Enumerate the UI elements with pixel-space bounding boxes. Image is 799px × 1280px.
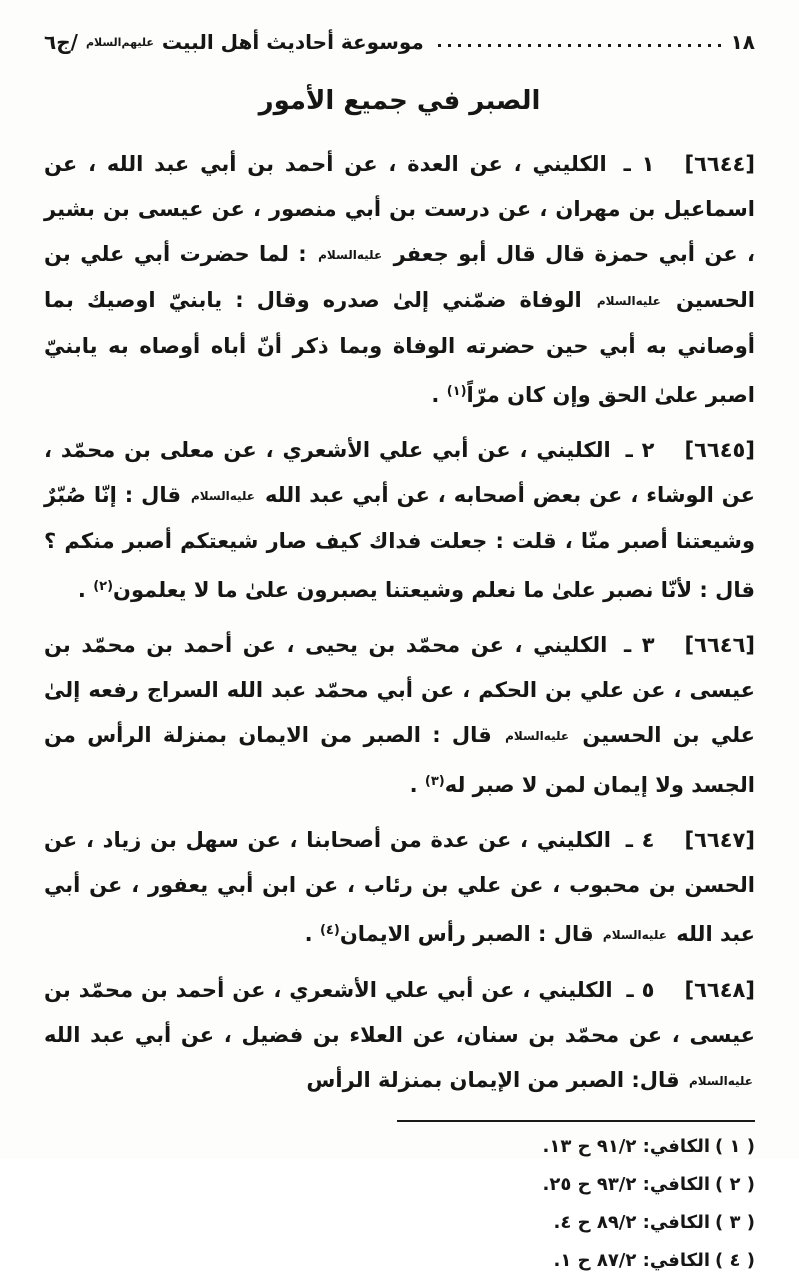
honorific-symbol: عليه‌السلام xyxy=(505,729,570,743)
footnote-text: الكافي: ٩٣/٢ ح ٢٥. xyxy=(542,1174,710,1195)
hadith-id-bracket: [٦٦٤٧] xyxy=(684,828,755,852)
dotted-leader xyxy=(434,44,721,47)
hadith-paragraph: [٦٦٤٤]١ ـ الكليني ، عن العدة ، عن أحمد بن أبي عبد الله ، عن اسماعيل بن مهران ، عن درست بن أبي منصور ، عن عيسى بن بشير ، عن أبي حمزة قال قال أبو جعفر عليه‌السلام : لما حضرت أبي علي بن الحسين عليه‌السلام الوفاة ضمّني إلىٰ صدره وقال : يابنيّ اوصيك بما أوصاني به أبي حين حضرته الوفاة وبما ذكر أنّ أباه أوصاه به يابنيّ اصبر علىٰ الحق وإن كان مرّاً$^{(١)}$ . xyxy=(44,152,756,407)
footnote-separator xyxy=(397,1120,755,1122)
footnotes-block xyxy=(44,1128,755,1280)
footnote-number: ( ٤ ) xyxy=(715,1250,755,1271)
footnote-marker: (٤) xyxy=(319,923,340,938)
honorific-symbol: عليه‌السلام xyxy=(596,294,661,308)
honorific-symbol: عليه‌السلام xyxy=(602,928,667,942)
honorific-symbol: عليه‌السلام xyxy=(190,489,255,503)
running-title xyxy=(44,30,424,54)
footnote-marker: (١) xyxy=(446,384,467,399)
hadith-paragraph: [٦٦٤٥]٢ ـ الكليني ، عن أبي علي الأشعري ، عن معلى بن محمّد ، عن الوشاء ، عن بعض أصحابه ، عن أبي عبد الله عليه‌السلام قال : إنّا صُبّرٌ وشيعتنا أصبر منّا ، قلت : جعلت فداك كيف صار شيعتكم أصبر منكم ؟ قال : لأنّا نصبر علىٰ ما نعلم وشيعتنا يصبرون علىٰ ما لا يعلمون$^{(٢)}$ . xyxy=(44,438,755,602)
footnote-marker: (٢) xyxy=(93,579,114,594)
hadith-number: ١ ـ xyxy=(623,152,655,176)
hadith-number: ٢ ـ xyxy=(625,438,655,462)
page-number: ١٨ xyxy=(730,30,755,54)
hadith-paragraph: [٦٦٤٦]٣ ـ الكليني ، عن محمّد بن يحيى ، عن أحمد بن محمّد بن عيسى ، عن علي بن الحكم ، عن أبي محمّد عبد الله السراج رفعه إلىٰ علي بن الحسين عليه‌السلام قال : الصبر من الايمان بمنزلة الرأس من الجسد ولا إيمان لمن لا صبر له$^{(٣)}$ . xyxy=(44,633,756,797)
honorific-symbol: عليه‌السلام xyxy=(688,1074,753,1088)
book-title: موسوعة أحاديث أهل البيت xyxy=(161,30,424,54)
footnote-marker: (٣) xyxy=(424,774,445,789)
honorific-symbol: عليه‌السلام xyxy=(318,248,383,262)
hadith-number: ٣ ـ xyxy=(623,633,655,657)
footnote-number: ( ٢ ) xyxy=(715,1174,755,1195)
hadith-paragraph: [٦٦٤٨]٥ ـ الكليني ، عن أبي علي الأشعري ، عن أحمد بن محمّد بن عيسى ، عن محمّد بن سنان، عن العلاء بن فضيل ، عن أبي عبد الله عليه‌السلام قال: الصبر من الإيمان بمنزلة الرأس xyxy=(44,978,755,1092)
footnote-number: ( ١ ) xyxy=(715,1136,755,1157)
hadith-id-bracket: [٦٦٤٦] xyxy=(684,633,756,657)
hadith-number: ٥ ـ xyxy=(626,978,655,1002)
hadith-id-bracket: [٦٦٤٥] xyxy=(684,438,755,462)
hadith-id-bracket: [٦٦٤٨] xyxy=(684,978,755,1002)
volume-label: /ج٦ xyxy=(44,30,78,54)
footnote-text: الكافي: ٨٧/٢ ح ١. xyxy=(553,1250,710,1271)
footnote-item xyxy=(44,1242,755,1280)
section-title: الصبر في جميع الأمور xyxy=(258,86,541,116)
footnote-item xyxy=(44,1166,755,1204)
hadith-paragraph: [٦٦٤٧]٤ ـ الكليني ، عن عدة من أصحابنا ، عن سهل بن زياد ، عن الحسن بن محبوب ، عن علي بن رئاب ، عن ابن أبي يعفور ، عن أبي عبد الله عليه‌السلام قال : الصبر رأس الايمان$^{(٤)}$ . xyxy=(44,828,755,946)
page-header xyxy=(44,16,755,54)
hadith-number: ٤ ـ xyxy=(625,828,655,852)
footnote-number: ( ٣ ) xyxy=(715,1212,755,1233)
footnote-item xyxy=(44,1204,755,1242)
footnote-text: الكافي: ٩١/٢ ح ١٣. xyxy=(542,1136,710,1157)
hadith-list xyxy=(44,142,755,1104)
honorific-symbol: عليهم‌السلام xyxy=(85,35,154,49)
hadith-id-bracket: [٦٦٤٤] xyxy=(684,152,755,176)
footnote-item xyxy=(44,1128,755,1166)
footnote-text: الكافي: ٨٩/٢ ح ٤. xyxy=(553,1212,710,1233)
